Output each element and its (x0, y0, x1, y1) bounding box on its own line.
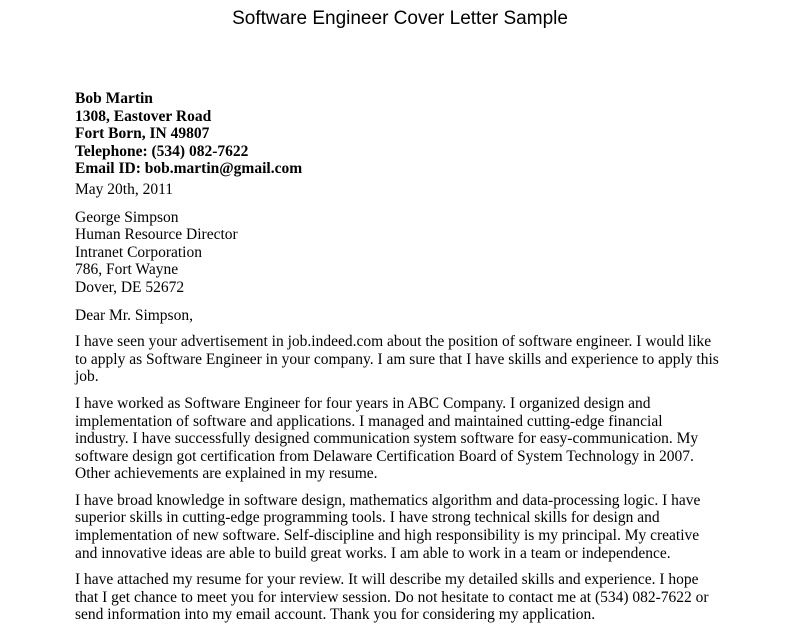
recipient-company: Intranet Corporation (75, 243, 202, 261)
paragraph (75, 571, 735, 624)
paragraph-line: I have seen your advertisement in job.indeed.com about the position of software engineer. I would like (75, 333, 712, 351)
paragraph-line: I have attached my resume for your review. It will describe my detailed skills and experience. I hope (75, 571, 699, 589)
paragraph-line: to apply as Software Engineer in your company. I am sure that I have skills and experience to apply this (75, 350, 719, 368)
sender-telephone: Telephone: (534) 082-7622 (75, 142, 249, 160)
sender-block (75, 90, 735, 178)
salutation: Dear Mr. Simpson, (75, 306, 193, 324)
recipient-address-line-2: Dover, DE 52672 (75, 278, 185, 296)
recipient-name: George Simpson (75, 208, 179, 226)
paragraph-line: I have broad knowledge in software design, mathematics algorithm and data-processing logic. I have (75, 491, 701, 509)
paragraph (75, 492, 735, 562)
paragraph-line: superior skills in cutting-edge programming tools. I have strong technical skills for design and (75, 509, 660, 527)
paragraph-line: that I get chance to meet you for interview session. Do not hesitate to contact me at (534) 082-7622 or (75, 588, 709, 606)
letter-date: May 20th, 2011 (75, 180, 174, 198)
paragraph-line: job. (75, 368, 99, 386)
sender-address-line-1: 1308, Eastover Road (75, 107, 212, 125)
paragraph-line: software design got certification from Delaware Certification Board of System Technology in 2007. (75, 447, 694, 465)
paragraph (75, 333, 735, 386)
paragraph-line: and innovative ideas are able to build great works. I am able to work in a team or independence. (75, 544, 671, 562)
sender-name: Bob Martin (75, 90, 153, 107)
letter-body (75, 90, 735, 633)
paragraph-line: I have worked as Software Engineer for four years in ABC Company. I organized design and (75, 394, 651, 412)
paragraph-line: implementation of new software. Self-discipline and high responsibility is my principal. My creative (75, 527, 700, 545)
page-title: Software Engineer Cover Letter Sample (232, 8, 568, 29)
recipient-address-line-1: 786, Fort Wayne (75, 261, 179, 279)
paragraph-line: send information into my email account. Thank you for considering my application. (75, 606, 596, 624)
paragraph (75, 395, 735, 483)
paragraph-line: Other achievements are explained in my resume. (75, 465, 378, 483)
sender-address-line-2: Fort Born, IN 49807 (75, 125, 210, 143)
recipient-block (75, 209, 735, 297)
paragraph-line: industry. I have successfully designed communication system software for easy-communication. My (75, 430, 699, 448)
recipient-title: Human Resource Director (75, 226, 238, 244)
sender-email: Email ID: bob.martin@gmail.com (75, 160, 303, 178)
paragraph-line: implementation of software and applications. I managed and maintained cutting-edge financial (75, 412, 663, 430)
